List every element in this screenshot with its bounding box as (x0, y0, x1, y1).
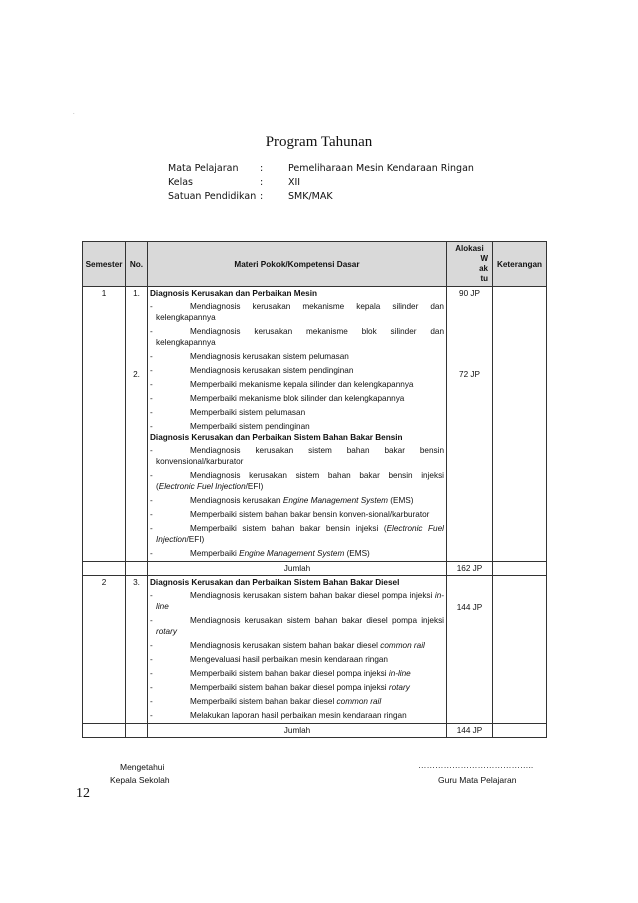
header-alokasi-line: tu (480, 274, 488, 283)
bullet: - (150, 302, 153, 311)
bullet: - (150, 524, 153, 533)
list-item (150, 696, 444, 707)
list-item-text-italic: in-line (156, 591, 444, 611)
list-item-text: Melakukan laporan hasil perbaikan mesin kendaraan ringan (190, 711, 407, 720)
list-item-text: Memperbaiki mekanisme kepala silinder dan kelengkapannya (190, 380, 414, 389)
list-item-text: Mendiagnosis kerusakan mekanisme blok silinder dan kelengkapannya (156, 327, 444, 347)
meta-sep: : (260, 163, 264, 174)
list-item-text: Memperbaiki sistem bahan bakar diesel pompa injeksi (190, 683, 389, 692)
header-materi: Materi Pokok/Kompetensi Dasar (148, 242, 447, 287)
bullet: - (150, 352, 153, 361)
list-item-text: Memperbaiki sistem bahan bakar bensin injeksi ( (190, 524, 387, 533)
list-item-text: Memperbaiki sistem pelumasan (190, 408, 306, 417)
materi-cell (148, 287, 447, 562)
header-alokasi (447, 242, 493, 287)
list-item-text-italic: Electronic Fuel Injection (156, 524, 444, 544)
list-item-text: Memperbaiki (190, 549, 240, 558)
meta-sep: : (260, 177, 264, 188)
materi-heading: Diagnosis Kerusakan dan Perbaikan Sistem Bahan Bakar Bensin (150, 433, 403, 442)
list-item-text: Memperbaiki sistem bahan bakar diesel (190, 697, 337, 706)
materi-heading: Diagnosis Kerusakan dan Perbaikan Mesin (150, 289, 317, 298)
list-item (150, 393, 444, 404)
list-item (150, 421, 444, 432)
no-cell: 3. (126, 576, 148, 724)
list-item (150, 682, 444, 693)
materi-cell (148, 576, 447, 724)
table-row (83, 576, 547, 724)
list-item-text: Mendiagnosis kerusakan sistem pendinginan (190, 366, 354, 375)
table-row-total (83, 724, 547, 738)
page-title: Program Tahunan (265, 134, 373, 150)
list-item-text-italic: rotary (388, 683, 410, 692)
empty-cell (83, 724, 126, 738)
total-value: 162 JP (447, 562, 493, 576)
list-item-text: Mendiagnosis kerusakan sistem bahan bakar bensin konvensional/karburator (156, 446, 444, 466)
signature-right-line2: Guru Mata Pelajaran (438, 775, 517, 785)
meta-key: Mata Pelajaran (168, 163, 239, 174)
no-value: 2. (133, 370, 140, 379)
materi-heading: Diagnosis Kerusakan dan Perbaikan Sistem Bahan Bakar Diesel (150, 578, 400, 587)
meta-row-school (168, 191, 474, 205)
spacer (447, 578, 492, 603)
bullet: - (150, 471, 153, 480)
bullet: - (150, 366, 153, 375)
header-semester: Semester (83, 242, 126, 287)
meta-value: XII (288, 177, 301, 188)
list-item (150, 548, 444, 559)
spacer (447, 298, 492, 370)
spacer (126, 298, 147, 370)
list-item-text: /EFI) (186, 535, 205, 544)
meta-row-class (168, 177, 474, 191)
list-item-text-italic: Engine Management System (239, 549, 345, 558)
bullet: - (150, 496, 153, 505)
meta-value: SMK/MAK (288, 191, 333, 202)
empty-cell (126, 562, 148, 576)
table-row-total (83, 562, 547, 576)
bullet: - (150, 394, 153, 403)
jp-value: 72 JP (459, 370, 480, 379)
semester-cell: 2 (83, 576, 126, 724)
empty-cell (83, 562, 126, 576)
list-item (150, 654, 444, 665)
list-item-text-italic: rotary (156, 627, 177, 636)
list-item-text: Mendiagnosis kerusakan sistem pelumasan (190, 352, 349, 361)
keterangan-cell (493, 287, 547, 562)
bullet: - (150, 697, 153, 706)
list-item (150, 640, 444, 651)
bullet: - (150, 510, 153, 519)
list-item (150, 407, 444, 418)
empty-cell (493, 562, 547, 576)
bullet: - (150, 549, 153, 558)
list-item-text: /EFI) (245, 482, 264, 491)
list-item-text-italic: common rail (336, 697, 382, 706)
list-item-text: Mendiagnosis kerusakan sistem bahan bakar bensin injeksi ( (156, 471, 444, 491)
jp-value: 90 JP (459, 289, 480, 298)
list-item-text: (EMS) (388, 496, 414, 505)
list-item-text: Mendiagnosis kerusakan (190, 496, 283, 505)
table-row (83, 287, 547, 562)
list-item-text-italic: Engine Management System (282, 496, 388, 505)
header-alokasi-line: Alokasi (455, 244, 484, 253)
list-item (150, 445, 444, 467)
document-meta (168, 163, 474, 205)
list-item (150, 509, 444, 520)
list-item (150, 326, 444, 348)
list-item (150, 495, 444, 506)
list-item (150, 590, 444, 612)
empty-cell (493, 724, 547, 738)
header-alokasi-line: ak (479, 264, 488, 273)
bullet: - (150, 446, 153, 455)
list-item (150, 301, 444, 323)
jp-value: 144 JP (456, 603, 483, 612)
bullet: - (150, 616, 153, 625)
alokasi-cell (447, 287, 493, 562)
list-item-text: Memperbaiki sistem bahan bakar bensin konven-sional/karburator (190, 510, 430, 519)
list-item-text: Memperbaiki sistem bahan bakar diesel pompa injeksi (190, 669, 389, 678)
list-item (150, 351, 444, 362)
list-item-text-italic: in-line (388, 669, 411, 678)
meta-sep: : (260, 191, 264, 202)
no-cell (126, 287, 148, 562)
list-item (150, 379, 444, 390)
total-value: 144 JP (447, 724, 493, 738)
total-label: Jumlah (148, 562, 447, 576)
list-item (150, 470, 444, 492)
list-item-text: Mendiagnosis kerusakan sistem bahan bakar diesel (190, 641, 381, 650)
list-item-text: Mendiagnosis kerusakan mekanisme kepala silinder dan kelengkapannya (156, 302, 444, 322)
header-alokasi-line: W (480, 254, 488, 263)
list-item-text-italic: common rail (380, 641, 425, 650)
header-no: No. (126, 242, 148, 287)
bullet: - (150, 422, 153, 431)
list-item-text: (EMS) (344, 549, 370, 558)
header-keterangan: Keterangan (493, 242, 547, 287)
page-mark: . (73, 110, 75, 116)
bullet: - (150, 591, 153, 600)
signature-left-line2: Kepala Sekolah (110, 775, 170, 785)
meta-row-subject (168, 163, 474, 177)
total-label: Jumlah (148, 724, 447, 738)
bullet: - (150, 683, 153, 692)
bullet: - (150, 327, 153, 336)
bullet: - (150, 655, 153, 664)
meta-value: Pemeliharaan Mesin Kendaraan Ringan (288, 163, 474, 174)
no-value: 1. (133, 289, 140, 298)
meta-key: Satuan Pendidikan (168, 191, 257, 202)
list-item-text-italic: Electronic Fuel Injection (158, 482, 246, 491)
signature-left-line1: Mengetahui (120, 762, 165, 772)
table-header-row (83, 242, 547, 287)
list-item-text: Memperbaiki sistem pendinginan (190, 422, 310, 431)
signature-right-dots: ………………………………….. (418, 760, 534, 770)
bullet: - (150, 711, 153, 720)
page-number: 12 (76, 786, 90, 801)
list-item-text: Mendiagnosis kerusakan sistem bahan bakar diesel pompa injeksi (190, 616, 444, 625)
list-item (150, 523, 444, 545)
keterangan-cell (493, 576, 547, 724)
bullet: - (150, 380, 153, 389)
bullet: - (150, 669, 153, 678)
list-item-text: Mengevaluasi hasil perbaikan mesin kendaraan ringan (190, 655, 388, 664)
empty-cell (126, 724, 148, 738)
list-item (150, 668, 444, 679)
bullet: - (150, 641, 153, 650)
list-item-text: Memperbaiki mekanisme blok silinder dan kelengkapannya (190, 394, 405, 403)
bullet: - (150, 408, 153, 417)
list-item (150, 365, 444, 376)
alokasi-cell (447, 576, 493, 724)
list-item (150, 615, 444, 637)
semester-cell: 1 (83, 287, 126, 562)
program-table (82, 241, 547, 738)
list-item (150, 710, 444, 721)
list-item-text: Mendiagnosis kerusakan sistem bahan bakar diesel pompa injeksi (190, 591, 435, 600)
meta-key: Kelas (168, 177, 194, 188)
